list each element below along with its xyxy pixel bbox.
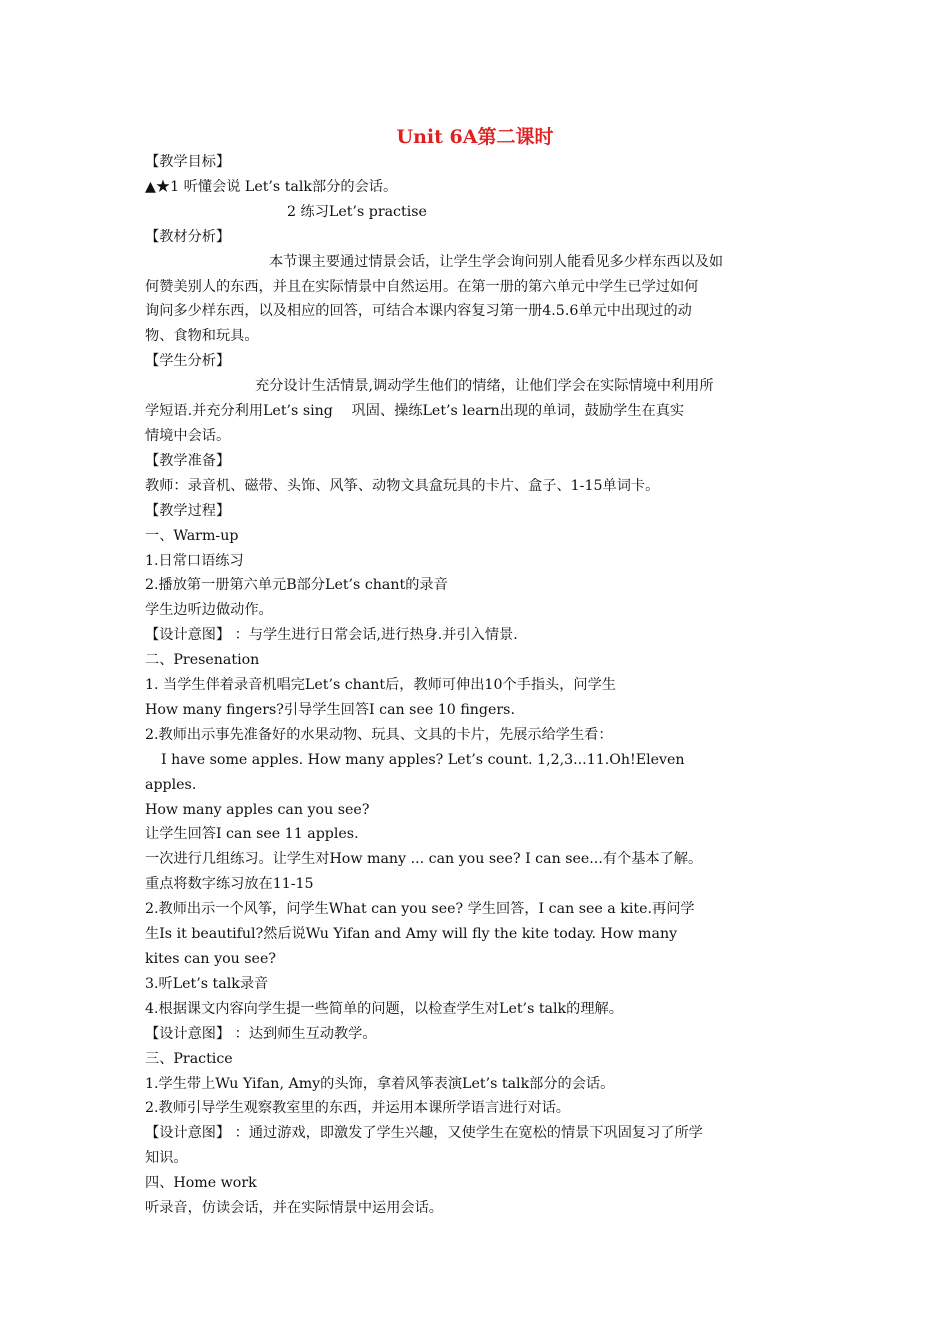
- list-item: apples.: [145, 776, 197, 793]
- step-heading-warmup: 一、Warm-up: [145, 527, 239, 544]
- design-intent: 【设计意图】 ：通过游戏，即激发了学生兴趣，又使学生在宽松的情景下巩固复习了所学: [145, 1125, 703, 1142]
- design-intent-continued: 知识。: [145, 1150, 188, 1167]
- preparation-text: 教师：录音机、磁带、头饰、风筝、动物文具盒玩具的卡片、盒子、1-15单词卡。: [145, 477, 660, 494]
- paragraph-line: 何赞美别人的东西，并且在实际情景中自然运用。在第一册的第六单元中学生已学过如何: [145, 278, 699, 295]
- list-item: 1.学生带上Wu Yifan, Amy的头饰，拿着风筝表演Let’s talk部分的会话。: [145, 1075, 615, 1092]
- step-heading-practice: 三、Practice: [145, 1050, 233, 1067]
- document-body: [145, 150, 810, 1221]
- list-item: I have some apples. How many apples? Let’s count. 1,2,3...11.Oh!Eleven: [161, 751, 685, 768]
- goal-item-1: ▲★1 听懂会说 Let’s talk部分的会话。: [145, 178, 398, 195]
- list-item: 2.教师出示一个风筝，问学生What can you see? 学生回答，I can see a kite.再问学: [145, 901, 695, 918]
- section-heading-goals: 【教学目标】: [145, 154, 231, 170]
- paragraph-line: 情境中会话。: [145, 427, 231, 444]
- list-item: 2.教师引导学生观察教室里的东西，并运用本课所学语言进行对话。: [145, 1100, 570, 1117]
- list-item: 2.播放第一册第六单元B部分Let’s chant的录音: [145, 577, 448, 594]
- step-heading-presentation: 二、Presenation: [145, 652, 260, 669]
- list-item: 让学生回答I can see 11 apples.: [145, 826, 359, 843]
- list-item: 重点将数字练习放在11-15: [145, 876, 314, 893]
- paragraph-line: 本节课主要通过情景会话，让学生学会询问别人能看见多少样东西以及如: [269, 253, 724, 270]
- goal-item-2: 2 练习Let’s practise: [287, 203, 427, 220]
- design-intent: 【设计意图】 ：与学生进行日常会话,进行热身.并引入情景.: [145, 627, 518, 644]
- list-item: 1. 当学生伴着录音机唱完Let’s chant后，教师可伸出10个手指头，问学生: [145, 677, 616, 694]
- paragraph-line: 物、食物和玩具。: [145, 328, 259, 345]
- list-item: 生Is it beautiful?然后说Wu Yifan and Amy will fly the kite today. How many: [145, 926, 678, 943]
- paragraph-line: 充分设计生活情景,调动学生他们的情绪，让他们学会在实际情境中利用所: [255, 378, 714, 395]
- list-item: 2.教师出示事先准备好的水果动物、玩具、文具的卡片，先展示给学生看：: [145, 726, 613, 743]
- section-heading-material: 【教材分析】: [145, 228, 231, 245]
- step-heading-homework: 四、Home work: [145, 1175, 257, 1192]
- section-heading-students: 【学生分析】: [145, 353, 231, 370]
- paragraph-line: 询问多少样东西，以及相应的回答，可结合本课内容复习第一册4.5.6单元中出现过的动: [145, 303, 692, 320]
- list-item: kites can you see?: [145, 951, 276, 967]
- list-item: How many apples can you see?: [145, 801, 370, 818]
- design-intent: 【设计意图】 ：达到师生互动教学。: [145, 1025, 377, 1042]
- paragraph-line: 学短语.并充分利用Let’s sing 巩固、操练Let’s learn出现的单词，鼓励学生在真实: [145, 403, 685, 420]
- list-item: How many fingers?引导学生回答I can see 10 fingers.: [145, 701, 515, 718]
- list-item: 一次进行几组练习。让学生对How many ... can you see? I can see...有个基本了解。: [145, 851, 703, 868]
- page-title: Unit 6A第二课时: [396, 126, 554, 148]
- list-item: 4.根据课文内容向学生提一些简单的问题，以检查学生对Let’s talk的理解。: [145, 1000, 623, 1017]
- section-heading-preparation: 【教学准备】: [145, 452, 231, 469]
- list-item: 学生边听边做动作。: [145, 602, 273, 619]
- list-item: 1.日常口语练习: [145, 552, 244, 569]
- section-heading-process: 【教学过程】: [145, 502, 231, 519]
- homework-text: 听录音，仿读会话，并在实际情景中运用会话。: [145, 1200, 443, 1217]
- list-item: 3.听Let’s talk录音: [145, 975, 269, 992]
